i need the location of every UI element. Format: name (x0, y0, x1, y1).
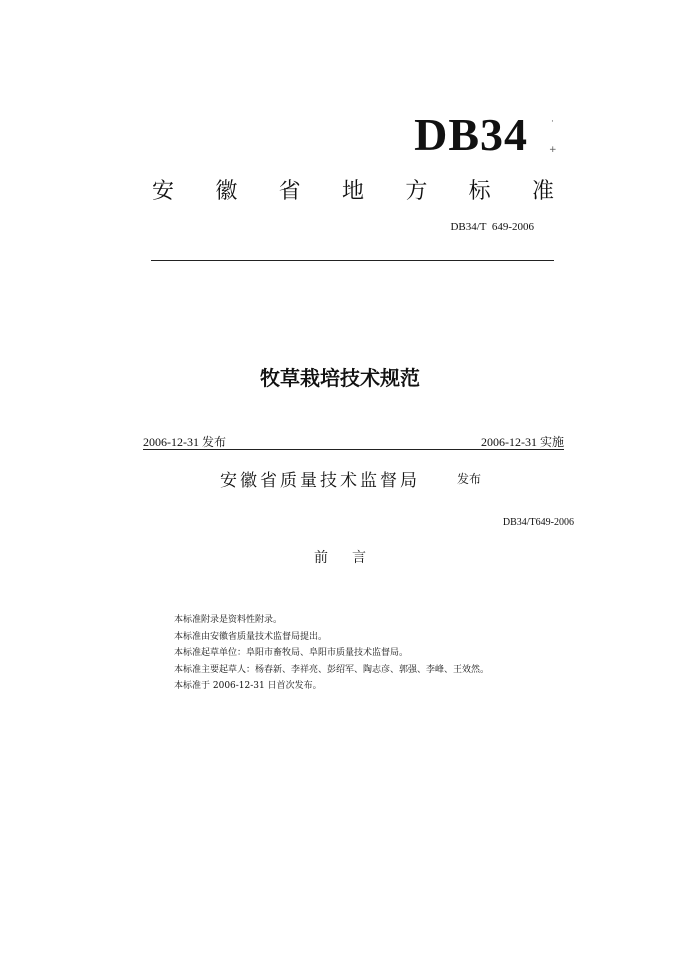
implement-date: 2006-12-31 实施 (481, 435, 564, 449)
standard-type-char: 方 (405, 179, 428, 204)
standard-type-char: 地 (341, 179, 364, 204)
standard-code: DB34 (414, 109, 528, 160)
foreword-line: 本标准附录是资料性附录。 (174, 615, 283, 625)
standard-type-char: 标 (468, 179, 491, 204)
standard-type-heading (152, 174, 554, 205)
foreword-line: 本标准起草单位：阜阳市畜牧局、阜阳市质量技术监督局。 (174, 648, 409, 658)
foreword-line: 本标准于 2006-12-31 日首次发布。 (174, 681, 322, 691)
foreword-body (174, 612, 489, 695)
standard-number: DB34/T 649-2006 (450, 221, 534, 233)
foreword-line: 本标准主要起草人：杨春新、李祥亮、彭绍军、陶志彦、郭强、李峰、王效然。 (174, 664, 490, 675)
foreword-line: 本标准由安徽省质量技术监督局提出。 (174, 631, 328, 642)
issue-date: 2006-12-31 发布 (143, 435, 226, 449)
standard-type-char: 准 (531, 179, 554, 204)
document-title: 牧草栽培技术规范 (260, 366, 420, 390)
divider (151, 260, 554, 261)
corner-mark: + (549, 145, 557, 155)
standard-type-char: 安 (152, 179, 175, 204)
corner-mark: · (551, 117, 554, 127)
standard-type-char: 省 (278, 179, 301, 204)
foreword-title: 前言 (314, 550, 390, 566)
divider (143, 449, 564, 450)
page-header-code: DB34/T649-2006 (502, 517, 574, 528)
standard-type-char: 徽 (215, 179, 238, 204)
issuer-name: 安徽省质量技术监督局 (220, 471, 420, 491)
issuer-suffix: 发布 (457, 472, 482, 486)
